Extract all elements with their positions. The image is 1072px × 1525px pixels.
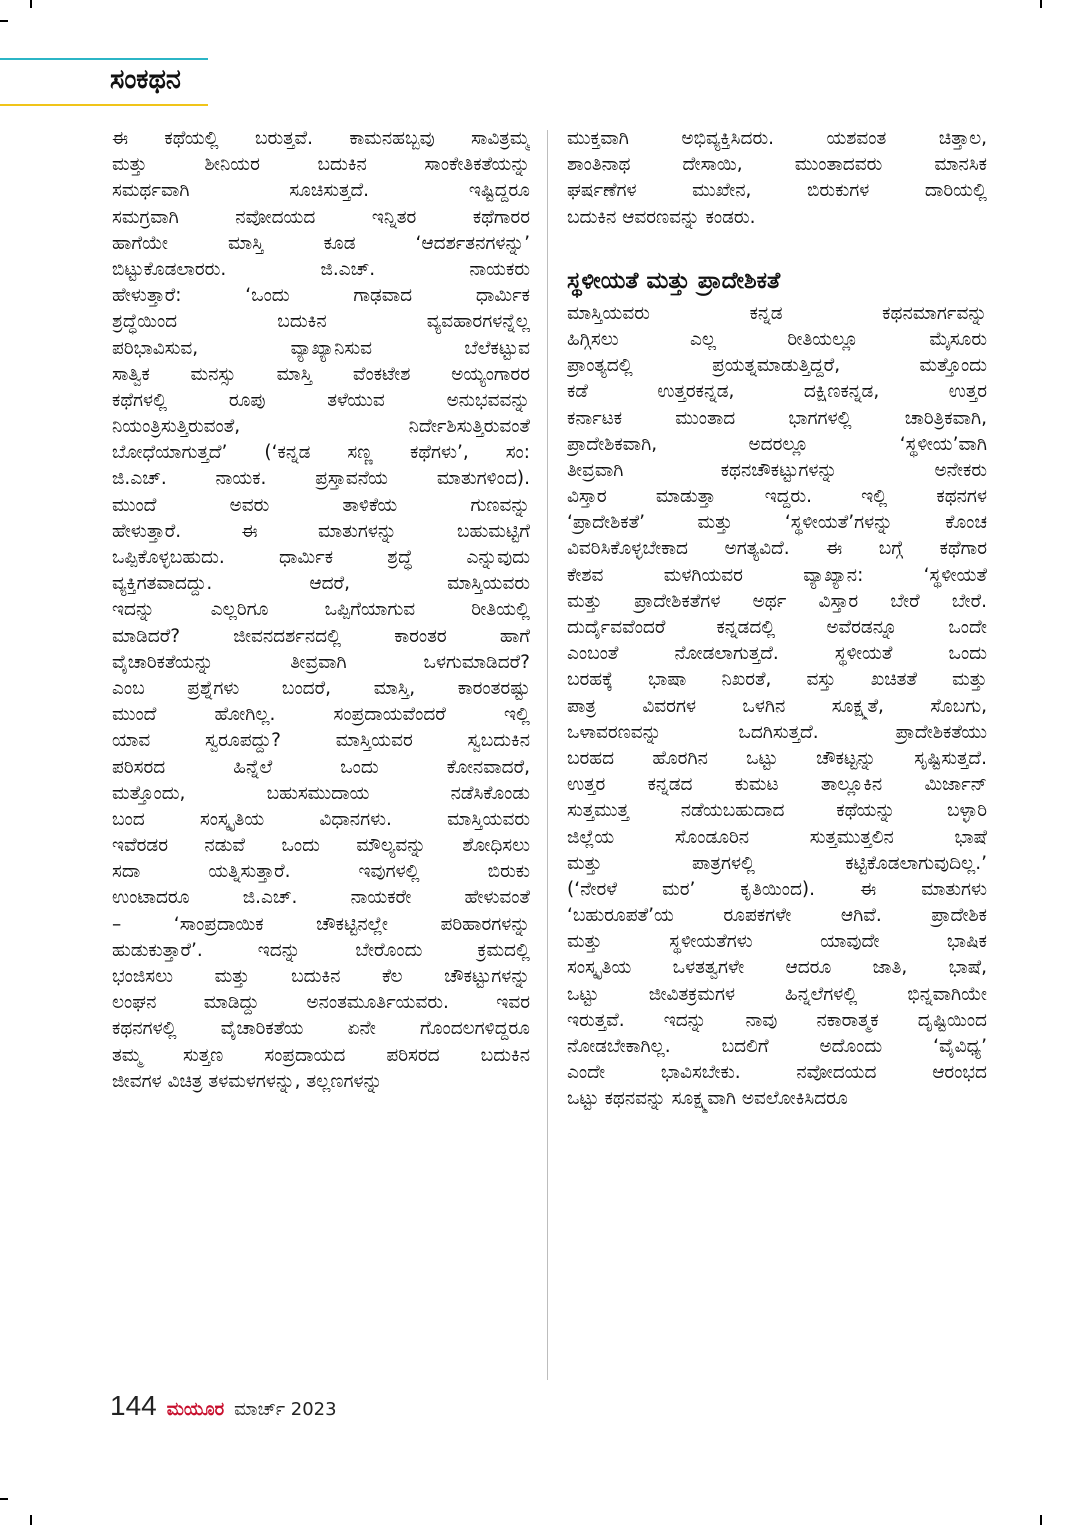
text-line: ಹಾಗೆಯೇ ಮಾಸ್ತಿ ಕೂಡ ‘ಆದರ್ಶತನಗಳನ್ನು’ — [112, 232, 530, 254]
text-line: ವೈಚಾರಿಕತೆಯನ್ನು ತೀವ್ರವಾಗಿ ಒಳಗುಮಾಡಿದರೆ? — [112, 651, 530, 673]
text-line: ಮಾಸ್ತಿಯವರು ಕನ್ನಡ ಕಥನಮಾರ್ಗವನ್ನು — [567, 302, 987, 324]
text-line: ಶ್ರದ್ಧೆಯಿಂದ ಬದುಕಿನ ವ್ಯವಹಾರಗಳನ್ನೆಲ್ಲ — [112, 311, 530, 333]
text-line: ಇವೆರಡರ ನಡುವೆ ಒಂದು ಮೌಲ್ಯವನ್ನು ಶೋಧಿಸಲು — [112, 835, 530, 857]
text-line: ಬದುಕಿನ ಆವರಣವನ್ನು ಕಂಡರು. — [567, 206, 756, 228]
text-line: ಕೇಶವ ಮಳಗಿಯವರ ವ್ಯಾಖ್ಯಾನ: ‘ಸ್ಥಳೀಯತೆ — [567, 564, 987, 586]
crop-mark — [30, 1515, 32, 1525]
text-line: ಪ್ರಾಂತ್ಯದಲ್ಲಿ ಪ್ರಯತ್ನಮಾಡುತ್ತಿದ್ದರೆ, ಮತ್ತೊಂದು — [567, 355, 987, 377]
text-line: ಲಂಘನ ಮಾಡಿದ್ದು ಅನಂತಮೂರ್ತಿಯವರು. ಇವರ — [112, 992, 530, 1014]
text-line: ಕಥೆಗಳಲ್ಲಿ ರೂಪು ತಳೆಯುವ ಅನುಭವವನ್ನು — [112, 389, 530, 411]
text-line: ಪರಿಸರದ ಹಿನ್ನೆಲೆ ಒಂದು ಕೋನವಾದರೆ, — [112, 756, 530, 778]
text-line: ‘ಬಹುರೂಪತೆ’ಯ ರೂಪಕಗಳೇ ಆಗಿವೆ. ಪ್ರಾದೇಶಿಕ — [567, 905, 987, 927]
text-line: ಇರುತ್ತವೆ. ಇದನ್ನು ನಾವು ನಕಾರಾತ್ಮಕ ದೃಷ್ಟಿಯಿಂದ — [567, 1009, 987, 1031]
column-divider — [547, 130, 548, 1380]
text-line: ಕರ್ನಾಟಕ ಮುಂತಾದ ಭಾಗಗಳಲ್ಲಿ ಚಾರಿತ್ರಿಕವಾಗಿ, — [567, 407, 987, 429]
crop-mark — [1040, 0, 1042, 8]
text-line: ಬಂದ ಸಂಸ್ಕೃತಿಯ ವಿಧಾನಗಳು. ಮಾಸ್ತಿಯವರು — [112, 808, 530, 830]
text-line: – ‘ಸಾಂಪ್ರದಾಯಿಕ ಚೌಕಟ್ಟಿನಲ್ಲೇ ಪರಿಹಾರಗಳನ್ನು — [112, 913, 530, 935]
crop-mark — [1040, 1515, 1042, 1525]
text-line: ಉಂಟಾದರೂ ಜಿ.ಎಚ್. ನಾಯಕರೇ ಹೇಳುವಂತೆ — [112, 887, 530, 909]
text-line: ಎಂಬ ಪ್ರಶ್ನೆಗಳು ಬಂದರೆ, ಮಾಸ್ತಿ, ಕಾರಂತರಷ್ಟು — [112, 677, 530, 699]
crop-mark — [0, 20, 8, 22]
text-line: ಹೇಳುತ್ತಾರೆ: ‘ಒಂದು ಗಾಢವಾದ ಧಾರ್ಮಿಕ — [112, 285, 530, 307]
text-line: ಒಪ್ಪಿಕೊಳ್ಳಬಹುದು. ಧಾರ್ಮಿಕ ಶ್ರದ್ಧೆ ಎನ್ನುವುದು — [112, 547, 530, 568]
text-line: ಮತ್ತು ಶೀನಿಯರ ಬದುಕಿನ ಸಾಂಕೇತಿಕತೆಯನ್ನು — [112, 154, 530, 176]
text-line: ಸದಾ ಯತ್ನಿಸುತ್ತಾರೆ. ಇವುಗಳಲ್ಲಿ ಬಿರುಕು — [112, 861, 530, 883]
text-line: ಹೇಳುತ್ತಾರೆ. ಈ ಮಾತುಗಳನ್ನು ಬಹುಮಟ್ಟಿಗೆ — [112, 520, 530, 542]
section-title: ಸಂಕಥನ — [110, 64, 181, 95]
subheading: ಸ್ಥಳೀಯತೆ ಮತ್ತು ಪ್ರಾದೇಶಿಕತೆ — [567, 267, 781, 294]
text-line: ಕಥನಗಳಲ್ಲಿ ವೈಚಾರಿಕತೆಯ ಏನೇ ಗೊಂದಲಗಳಿದ್ದರೂ — [112, 1018, 530, 1040]
text-line: ವಿವರಿಸಿಕೊಳ್ಳಬೇಕಾದ ಅಗತ್ಯವಿದೆ. ಈ ಬಗ್ಗೆ ಕಥೆಗಾರ — [567, 538, 987, 560]
text-line: ಮುಕ್ತವಾಗಿ ಅಭಿವ್ಯಕ್ತಿಸಿದರು. ಯಶವಂತ ಚಿತ್ತಾಲ, — [567, 128, 987, 149]
text-line: ನೋಡಬೇಕಾಗಿಲ್ಲ. ಬದಲಿಗೆ ಅದೊಂದು ‘ವೈವಿಧ್ಯ’ — [567, 1036, 987, 1057]
text-line: ಯಾವ ಸ್ವರೂಪದ್ದು? ಮಾಸ್ತಿಯವರ ಸ್ವಬದುಕಿನ — [112, 730, 530, 752]
text-line: ಜೀವಗಳ ವಿಚಿತ್ರ ತಳಮಳಗಳನ್ನು, ತಲ್ಲಣಗಳನ್ನು — [112, 1070, 383, 1092]
text-line: ಎಂಬಂತೆ ನೋಡಲಾಗುತ್ತದೆ. ಸ್ಥಳೀಯತೆ ಒಂದು — [567, 643, 987, 665]
text-line: ಘರ್ಷಣೆಗಳ ಮುಖೇನ, ಬಿರುಕುಗಳ ದಾರಿಯಲ್ಲಿ — [567, 180, 987, 202]
text-line: ಜಿಲ್ಲೆಯ ಸೊಂಡೂರಿನ ಸುತ್ತಮುತ್ತಲಿನ ಭಾಷೆ — [567, 826, 987, 848]
text-line: ಪಾತ್ರ ವಿವರಗಳ ಒಳಗಿನ ಸೂಕ್ಷ್ಮತೆ, ಸೊಬಗು, — [567, 695, 987, 717]
text-line: ಮತ್ತು ಸ್ಥಳೀಯತೆಗಳು ಯಾವುದೇ ಭಾಷಿಕ — [567, 931, 987, 953]
text-line: ಬೋಧೆಯಾಗುತ್ತದೆ’ (‘ಕನ್ನಡ ಸಣ್ಣ ಕಥೆಗಳು’, ಸಂ: — [112, 442, 530, 464]
right-column-intro — [567, 126, 987, 231]
text-line: ನಿಯಂತ್ರಿಸುತ್ತಿರುವಂತೆ, ನಿರ್ದೇಶಿಸುತ್ತಿರುವಂತೆ — [112, 416, 530, 438]
right-column — [567, 126, 987, 1113]
text-line: ಬಿಟ್ಟುಕೊಡಲಾರರು. ಜಿ.ಎಚ್. ನಾಯಕರು — [112, 258, 530, 280]
section-rule-bottom — [0, 104, 208, 106]
text-line: (‘ನೇರಳೆ ಮರ’ ಕೃತಿಯಿಂದ). ಈ ಮಾತುಗಳು — [567, 878, 987, 900]
text-line: ಹುಡುಕುತ್ತಾರೆ’. ಇದನ್ನು ಬೇರೊಂದು ಕ್ರಮದಲ್ಲಿ — [112, 939, 530, 961]
page-number: 144 — [110, 1390, 157, 1421]
text-line: ಜಿ.ಎಚ್. ನಾಯಕ. ಪ್ರಸ್ತಾವನೆಯ ಮಾತುಗಳಿಂದ). — [112, 468, 530, 490]
magazine-logo: ಮಯೂರ — [166, 1399, 225, 1420]
text-line: ವಿಸ್ತಾರ ಮಾಡುತ್ತಾ ಇದ್ದರು. ಇಲ್ಲಿ ಕಥನಗಳ — [567, 486, 987, 508]
section-rule-top — [0, 58, 208, 60]
crop-mark — [0, 1498, 8, 1500]
text-line: ಸುತ್ತಮುತ್ತ ನಡೆಯಬಹುದಾದ ಕಥೆಯನ್ನು ಬಳ್ಳಾರಿ — [567, 800, 987, 822]
text-line: ಮಾಡಿದರೆ? ಜೀವನದರ್ಶನದಲ್ಲಿ ಕಾರಂತರ ಹಾಗೆ — [112, 625, 530, 647]
page-footer — [110, 1390, 337, 1430]
text-line: ಸಂಸ್ಕೃತಿಯ ಒಳತತ್ವಗಳೇ ಆದರೂ ಜಾತಿ, ಭಾಷೆ, — [567, 957, 987, 979]
text-line: ಒಟ್ಟು ಕಥನವನ್ನು ಸೂಕ್ಷ್ಮವಾಗಿ ಅವಲೋಕಿಸಿದರೂ — [567, 1088, 848, 1110]
text-line: ಮುಂದೆ ಹೋಗಿಲ್ಲ. ಸಂಪ್ರದಾಯವೆಂದರೆ ಇಲ್ಲಿ — [112, 704, 530, 726]
text-line: ಸಮರ್ಥವಾಗಿ ಸೂಚಿಸುತ್ತದೆ. ಇಷ್ಟಿದ್ದರೂ — [112, 180, 530, 202]
text-line: ಇದನ್ನು ಎಲ್ಲರಿಗೂ ಒಪ್ಪಿಗೆಯಾಗುವ ರೀತಿಯಲ್ಲಿ — [112, 599, 530, 621]
left-column — [112, 126, 530, 1095]
text-line: ತೀವ್ರವಾಗಿ ಕಥನಚೌಕಟ್ಟುಗಳನ್ನು ಅನೇಕರು — [567, 459, 987, 481]
text-line: ಬರಹಕ್ಕೆ ಭಾಷಾ ನಿಖರತೆ, ವಸ್ತು ಖಚಿತತೆ ಮತ್ತು — [567, 669, 987, 691]
text-line: ಈ ಕಥೆಯಲ್ಲಿ ಬರುತ್ತವೆ. ಕಾಮನಹಬ್ಬವು ಸಾವಿತ್ರಮ್ಮ — [112, 128, 530, 149]
text-line: ಎಂದೇ ಭಾವಿಸಬೇಕು. ನವೋದಯದ ಆರಂಭದ — [567, 1062, 987, 1084]
text-line: ತಮ್ಮ ಸುತ್ತಣ ಸಂಪ್ರದಾಯದ ಪರಿಸರದ ಬದುಕಿನ — [112, 1044, 530, 1066]
text-line: ‘ಪ್ರಾದೇಶಿಕತೆ’ ಮತ್ತು ‘ಸ್ಥಳೀಯತೆ’ಗಳನ್ನು ಕೊಂಚ — [567, 512, 987, 534]
text-line: ಮತ್ತೊಂದು, ಬಹುಸಮುದಾಯ ನಡೆಸಿಕೊಂಡು — [112, 782, 530, 804]
text-line: ಭಂಜಿಸಲು ಮತ್ತು ಬದುಕಿನ ಕೆಲ ಚೌಕಟ್ಟುಗಳನ್ನು — [112, 966, 530, 987]
text-line: ಮತ್ತು ಪ್ರಾದೇಶಿಕತೆಗಳ ಅರ್ಥ ವಿಸ್ತಾರ ಬೇರೆ ಬೇರೆ. — [567, 590, 987, 612]
text-line: ಬರಹದ ಹೊರಗಿನ ಒಟ್ಟು ಚೌಕಟ್ಟನ್ನು ಸೃಷ್ಟಿಸುತ್ತದೆ. — [567, 747, 987, 769]
text-line: ಸಾತ್ವಿಕ ಮನಸ್ಸು ಮಾಸ್ತಿ ವೆಂಕಟೇಶ ಅಯ್ಯಂಗಾರರ — [112, 363, 530, 385]
right-column-body — [567, 301, 987, 1113]
text-line: ವ್ಯಕ್ತಿಗತವಾದದ್ದು. ಆದರೆ, ಮಾಸ್ತಿಯವರು — [112, 573, 530, 595]
text-line: ಪ್ರಾದೇಶಿಕವಾಗಿ, ಅದರಲ್ಲೂ ‘ಸ್ಥಳೀಯ’ವಾಗಿ — [567, 433, 987, 455]
text-line: ಶಾಂತಿನಾಥ ದೇಸಾಯಿ, ಮುಂತಾದವರು ಮಾನಸಿಕ — [567, 154, 987, 176]
text-line: ಮುಂದೆ ಅವರು ತಾಳಿಕೆಯ ಗುಣವನ್ನು — [112, 494, 530, 516]
text-line: ಸಮಗ್ರವಾಗಿ ನವೋದಯದ ಇನ್ನಿತರ ಕಥೆಗಾರರ — [112, 206, 530, 228]
text-line: ಒಳಾವರಣವನ್ನು ಒದಗಿಸುತ್ತದೆ. ಪ್ರಾದೇಶಿಕತೆಯು — [567, 721, 987, 743]
text-line: ಮತ್ತು ಪಾತ್ರಗಳಲ್ಲಿ ಕಟ್ಟಿಕೊಡಲಾಗುವುದಿಲ್ಲ.’ — [567, 852, 987, 874]
text-line: ಕಡೆ ಉತ್ತರಕನ್ನಡ, ದಕ್ಷಿಣಕನ್ನಡ, ಉತ್ತರ — [567, 381, 987, 403]
issue-date: ಮಾರ್ಚ್ 2023 — [234, 1399, 337, 1420]
text-line: ಪರಿಭಾವಿಸುವ, ವ್ಯಾಖ್ಯಾನಿಸುವ ಬೆಲೆಕಟ್ಟುವ — [112, 337, 530, 359]
text-line: ದುರ್ದೈವವೆಂದರೆ ಕನ್ನಡದಲ್ಲಿ ಅವೆರಡನ್ನೂ ಒಂದೇ — [567, 617, 987, 638]
text-line: ಹಿಗ್ಗಿಸಲು ಎಲ್ಲ ರೀತಿಯಲ್ಲೂ ಮೈಸೂರು — [567, 328, 987, 350]
text-line: ಒಟ್ಟು ಜೀವಿತಕ್ರಮಗಳ ಹಿನ್ನಲೆಗಳಲ್ಲಿ ಭಿನ್ನವಾಗಿಯೇ — [567, 983, 987, 1005]
crop-mark — [30, 0, 32, 8]
text-line: ಉತ್ತರ ಕನ್ನಡದ ಕುಮಟ ತಾಲ್ಲೂಕಿನ ಮಿರ್ಜಾನ್ — [567, 774, 987, 796]
